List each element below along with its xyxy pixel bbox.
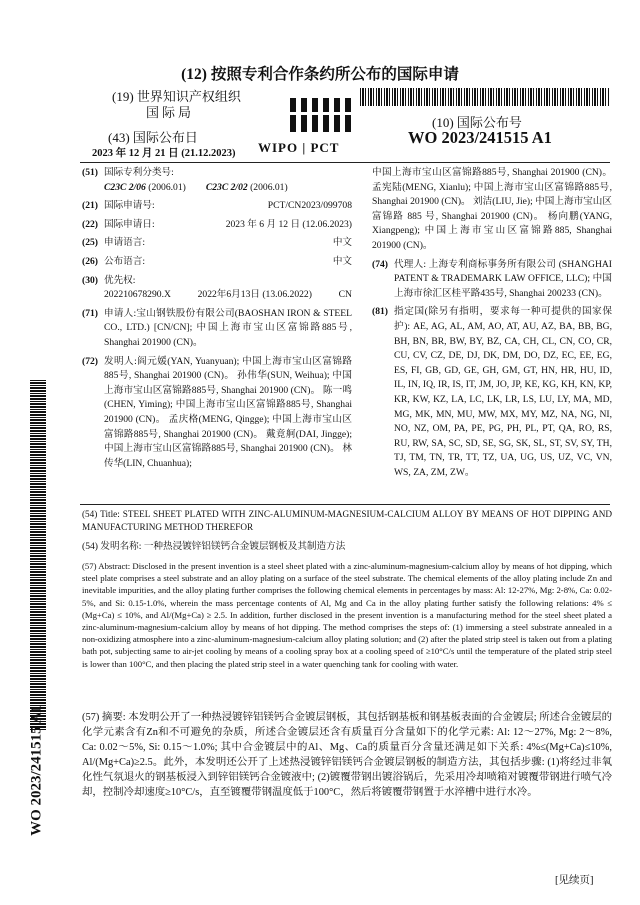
filing-language: 中文 [332,237,352,249]
field-number: (81) [372,306,388,318]
inventors-continued [372,166,612,254]
org-bureau: 国际局 [146,105,195,120]
ipc-date: (2006.01) [250,181,288,193]
ipc-code: C23C 2/06 [104,181,146,193]
body-divider [80,504,610,505]
field-number: (21) [82,200,98,212]
priority-number: 202210678290.X [104,289,171,301]
field-51 [82,166,352,195]
vertical-pubno: WO 2023/241515 A1 [28,705,45,836]
field-number: (51) [82,167,98,178]
designated-states-text: 指定国(除另有指明，要求每一种可提供的国家保护): AE, AG, AL, AM, AO, AT, AU, AZ, BA, BB, BG, BH, BN, BR, BW, BY, BZ, CA, CH, CL, CN, CO, CR, CU, CV, CZ, DE, DJ, DK, DM, DO, DZ, EC, EE, EG, ES, FI, GB, GD, GE, GH, GM, GT, HN, HR, HU, ID, IL, IN, IQ, IR, IS, IT, JM, JO, JP, KE, KG, KH, KN, KP, KR, KW, KZ, LA, LC, LK, LR, LS, LU, LY, MA, MD, MG, MK, MN, MU, MW, MX, MY, MZ, NA, NG, NI, NO, NZ, OM, PA, PE, PG, PH, PL, PT, QA, RO, RS, RU, RW, SA, SC, SD, SE, SG, SK, SL, ST, SV, SY, TH, TJ, TM, TN, TR, TT, TZ, UA, UG, US, UZ, VC, VN, WS, ZA, ZM, ZW。 [394,306,612,478]
title-english: (54) Title: STEEL SHEET PLATED WITH ZINC-ALUMINUM-MAGNESIUM-CALCIUM ALLOY BY MEANS OF HOT DIPPING AND MANUFACTURING METHOD THEREFOR [82,509,612,532]
field-label: 优先权: [104,274,136,286]
pubno-label: (10) 国际公布号 [432,115,522,130]
pubno-value: WO 2023/241515 A1 [408,128,552,147]
abstract-english: (57) Abstract: Disclosed in the present invention is a steel sheet plated with a zinc-aluminum-magnesium-calcium alloy by means of hot dipping, which steel plate comprises a steel substrate and an alloy plating on a surface of the steel substrate. The chemical elements of the alloy plating include Zn and inevitable impurities, and the alloy plating further comprises the following chemical elements in percentages by mass: Al: 12-27%, Mg: 2-8%, Ca: 0.02-5%, and Si: 0.15-1.0%, wherein the mass percentage contents of Al, Mg and Ca in the alloy plating further satisfy the following relations: 4% ≤ (Mg+Ca) ≤ 10%, and Al/(Mg+Ca) ≥ 2.5. In addition, further disclosed in the present invention is a manufacturing method for the steel sheet plated a zinc-aluminum-magnesium-calcium alloy by means of hot dipping. The method comprises the steps of: (1) immersing a steel substrate annealed in a non-oxidizing atmosphere into a zinc-aluminum-magnesium-calcium alloy plating solution; and (2) after the plated strip steel is taken out from a plating bath pot, subjecting same to air-jet cooling by means of a cooling spray box at a cooling speed of ≥10°C/s until the temperature of the plated strip steel is lower than 100°C, and then placing the plated strip steel in a water quenching tank for cooling with water. [82,561,612,669]
field-number: (22) [82,218,98,230]
field-label: 公布语言: [104,255,146,267]
field-number: (25) [82,237,98,249]
priority-date: 2022年6月13日 (13.06.2022) [197,289,312,301]
field-71 [82,307,352,351]
field-30 [82,274,352,303]
agent-text: 代理人: 上海专利商标事务所有限公司 (SHANGHAI PATENT & TRADEMARK LAW OFFICE, LLC); 中国上海市徐汇区桂平路435号, Shanghai 200233 (CN)。 [394,258,612,299]
header-divider [80,162,610,163]
field-26 [82,255,352,270]
field-label: 申请语言: [104,237,146,249]
document-title: (12) 按照专利合作条约所公布的国际申请 [181,66,459,83]
field-number: (71) [82,307,98,319]
ipc-date: (2006.01) [148,181,186,193]
barcode-icon [360,88,610,106]
title-chinese: (54) 发明名称: 一种热浸镀锌铝镁钙合金镀层钢板及其制造方法 [82,541,346,552]
left-column [82,166,352,475]
field-number: (74) [372,258,388,270]
field-74 [372,258,612,302]
priority-country: CN [338,289,352,301]
abstract-chinese: (57) 摘要: 本发明公开了一种热浸镀锌铝镁钙合金镀层钢板，其包括钢基板和钢基板表面的合金镀层; 所述合金镀层的化学元素含有Zn和不可避免的杂质，所述合金镀层还含有质量百分含量如下的化学元素: Al: 12～27%, Mg: 2～8%, Ca: 0.02～5%, Si: 0.15～1.0%; 其中合金镀层中的Al、Mg、Ca的质量百分含量还满足如下关系: 4%≤(Mg+Ca)≤10%, Al/(Mg+Ca)≥2.5。此外，本发明还公开了上述热浸镀锌铝镁钙合金镀层钢板的制造方法，其包括步骤: (1)将经过非氧化性气氛退火的钢基板浸入到锌铝镁钙合金镀液中; (2)镀覆带钢出镀浴锅后，先采用冷却喷箱对镀覆带钢进行喷气冷却，控制冷却速度≥10°C/s，直至镀覆带钢温度低于100°C，然后将镀覆带钢置于水淬槽中进行水冷。 [82,712,612,798]
field-72 [82,355,352,472]
right-column [372,166,612,484]
field-label: 国际申请号: [104,200,155,212]
application-number: PCT/CN2023/099708 [267,200,352,212]
filing-date: 2023 年 6 月 12 日 (12.06.2023) [225,218,352,230]
field-22 [82,218,352,233]
field-label: 国际专利分类号: [104,167,174,178]
ipc-code: C23C 2/02 [205,181,248,193]
inventors-continued-text: 中国上海市宝山区富锦路885号, Shanghai 201900 (CN)。 孟宪陆(MENG, Xianlu); 中国上海市宝山区富锦路885号, Shanghai 201900 (CN)。 刘洁(LIU, Jie); 中国上海市宝山区富锦路 885 号, Shanghai 201900 (CN)。 杨向鹏(YANG, Xiangpeng); 中国上海市宝山区富锦路885, Shanghai 201900 (CN)。 [372,167,612,251]
pubdate-value: 2023 年 12 月 21 日 (21.12.2023) [92,148,236,159]
field-81 [372,305,612,480]
publication-language: 中文 [332,255,352,267]
field-label: 国际申请日: [104,218,155,230]
org-name: (19) 世界知识产权组织 [112,89,241,104]
wipo-pct-label: WIPO | PCT [258,140,340,155]
field-number: (26) [82,255,98,267]
see-continuation: [见续页] [555,875,594,886]
inventors-text: 发明人:阎元媛(YAN, Yuanyuan); 中国上海市宝山区富锦路885号, Shanghai 201900 (CN)。 孙伟华(SUN, Weihua); 中国上海市宝山区富锦路885号, Shanghai 201900 (CN)。 陈一鸣 (CHEN, Yiming); 中国上海市宝山区富锦路885号, Shanghai 201900 (CN)。 孟庆格(MENG, Qingge); 中国上海市宝山区富锦路885号, Shanghai 201900 (CN)。 戴竟舸(DAI, Jingge); 中国上海市宝山区富锦路885号, Shanghai 201900 (CN)。 林传华(LIN, Chuanhua); [104,355,352,469]
field-number: (72) [82,355,98,367]
pubdate-label: (43) 国际公布日 [108,130,198,145]
field-21 [82,199,352,214]
field-number: (30) [82,274,98,286]
applicant-text: 申请人:宝山钢铁股份有限公司(BAOSHAN IRON & STEEL CO., LTD.) [CN/CN]; 中国上海市宝山区富锦路885号, Shanghai 201900 (CN)。 [104,307,352,348]
field-25 [82,236,352,251]
